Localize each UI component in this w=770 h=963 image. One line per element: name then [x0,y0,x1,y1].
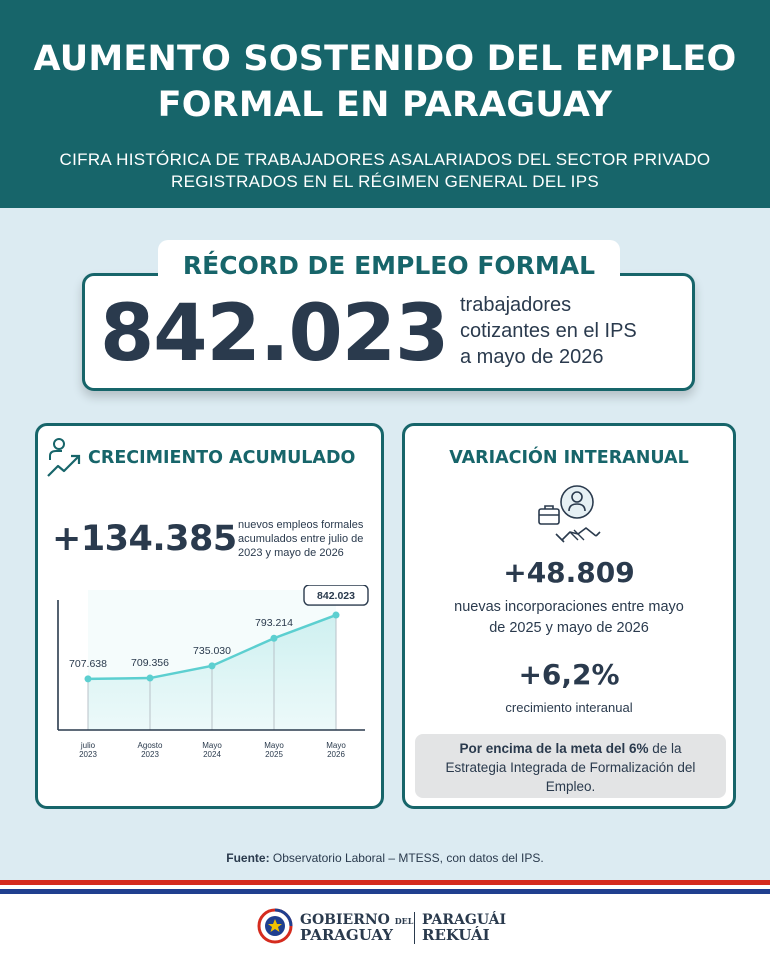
chart-value-label: 735.030 [193,644,231,657]
goal-rest: de la [648,741,682,756]
gov-name-line-2: PARAGUAY [300,926,393,944]
goal-bold: Por encima de la meta del 6% [459,741,649,756]
goal-line-3: Empleo. [545,779,596,794]
subtitle-line-2: REGISTRADOS EN EL RÉGIMEN GENERAL DEL IPS [171,172,599,191]
growth-desc-line-1: nuevos empleos formales [238,519,364,531]
chart-x-tick-label: 2024 [203,750,221,759]
source-note [0,850,770,866]
chart-value-label: 842.023 [317,590,355,603]
source-text: Observatorio Laboral – MTESS, con datos del IPS. [269,851,544,865]
chart-x-tick-label: Agosto [137,741,163,750]
yoy-title: VARIACIÓN INTERANUAL [449,448,689,468]
header-banner [0,0,770,208]
record-desc-line-1: trabajadores [460,294,572,316]
chart-x-tick-label: Mayo [264,741,284,750]
page-subtitle [0,149,770,193]
yoy-description [420,597,718,639]
growth-description [238,518,378,560]
growth-desc-line-2: acumulados entre julio de [238,533,364,545]
page-title [0,36,770,128]
chart-x-tick-label: julio [80,741,96,750]
chart-x-tick-label: Mayo [202,741,222,750]
yoy-percent-description: crecimiento interanual [505,700,633,715]
chart-data-point [271,635,278,642]
chart-value-label: 707.638 [69,657,107,670]
record-label: RÉCORD DE EMPLEO FORMAL [158,240,620,292]
subtitle-line-1: CIFRA HISTÓRICA DE TRABAJADORES ASALARIADOS DEL SECTOR PRIVADO [59,150,711,169]
chart-x-tick-label: 2023 [79,750,97,759]
chart-value-label: 793.214 [255,617,293,630]
yoy-desc-line-1: nuevas incorporaciones entre mayo [454,599,684,615]
goal-line-2: Estrategia Integrada de Formalización del [445,760,696,775]
chart-x-tick-label: 2025 [265,750,283,759]
chart-data-point [333,612,340,619]
handshake-person-icon [534,482,604,552]
source-label: Fuente: [226,851,270,865]
chart-x-tick-label: Mayo [326,741,346,750]
chart-data-point [147,675,154,682]
chart-data-point [85,675,92,682]
yoy-percent: +6,2% [518,658,620,691]
chart-x-tick-label: 2026 [327,750,345,759]
growth-line-chart [40,585,370,770]
goal-note [415,734,726,798]
chart-data-point [209,662,216,669]
slogan-line-1: PARAGUÁI [422,912,507,928]
title-line-2: FORMAL EN PARAGUAY [157,85,613,125]
record-desc-line-3: a mayo de 2026 [460,346,604,368]
person-chart-up-icon [44,436,84,480]
slogan-line-2: REKUÁI [422,926,490,944]
gov-name-b: DEL [394,916,414,926]
yoy-desc-line-2: de 2025 y mayo de 2026 [489,620,649,636]
yoy-value: +48.809 [503,556,635,589]
growth-desc-line-3: 2023 y mayo de 2026 [238,547,344,559]
record-value: 842.023 [100,289,449,379]
chart-x-tick-label: 2023 [141,750,159,759]
footer-divider [414,912,415,944]
gov-name-a: GOBIERNO [300,912,390,928]
record-desc-line-2: cotizantes en el IPS [460,320,637,342]
record-description [460,292,680,370]
growth-value: +134.385 [52,519,237,559]
title-line-1: AUMENTO SOSTENIDO DEL EMPLEO [33,39,737,79]
paraguay-seal-icon [257,908,293,944]
chart-value-label: 709.356 [131,657,169,670]
growth-title: CRECIMIENTO ACUMULADO [88,448,356,468]
